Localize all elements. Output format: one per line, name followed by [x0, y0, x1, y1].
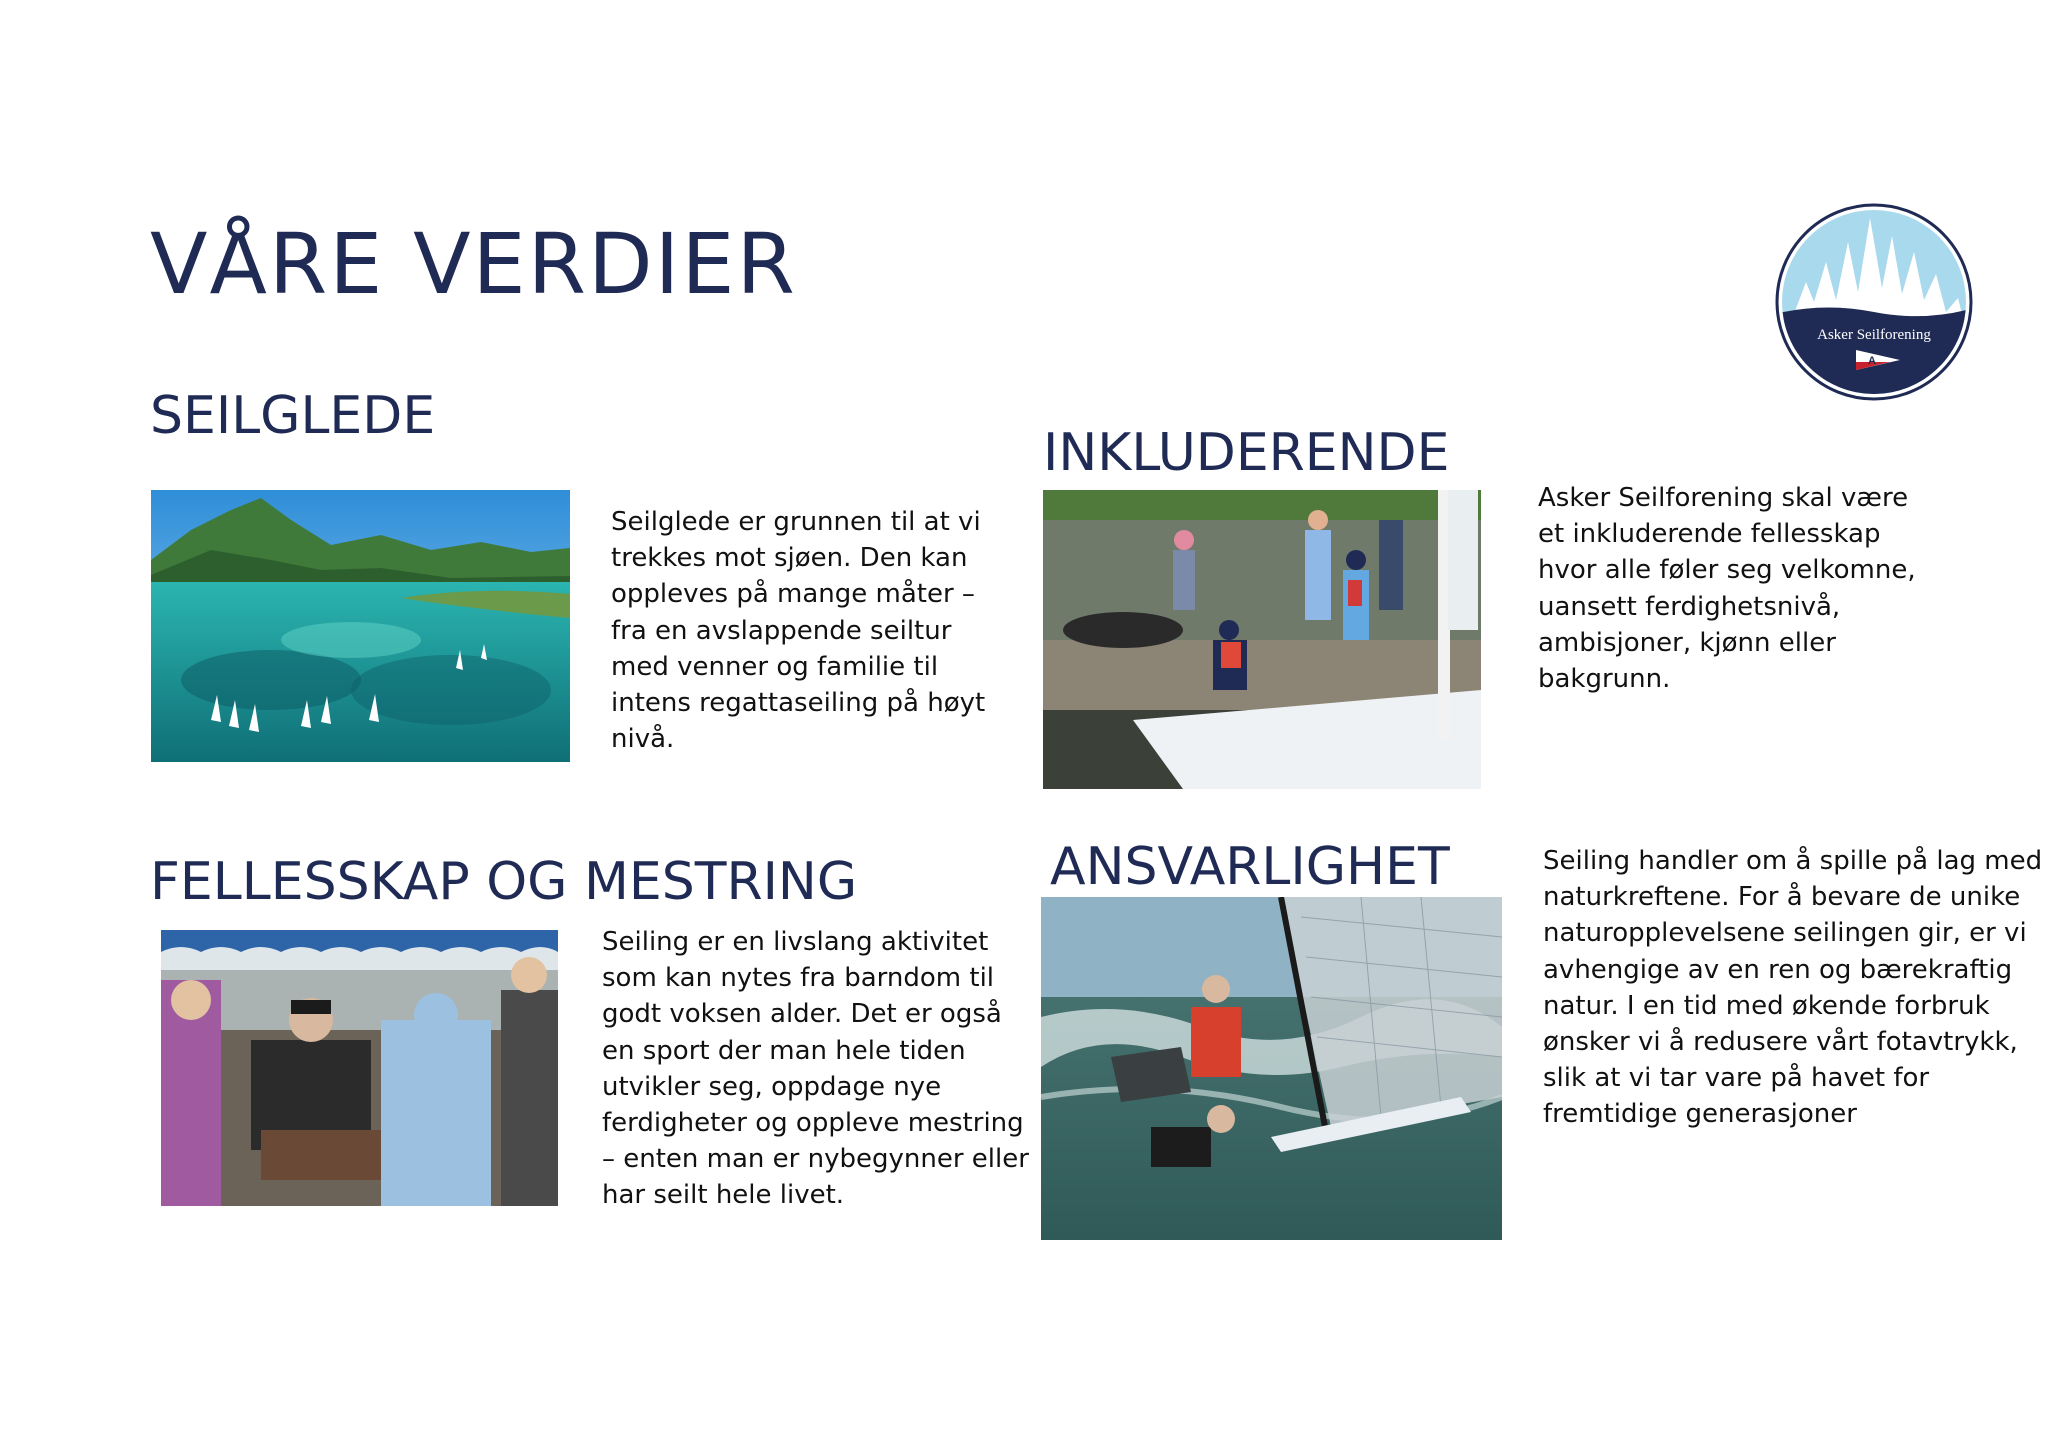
section-heading-inkluderende: INKLUDERENDE — [1043, 423, 1450, 483]
page-title: VÅRE VERDIER — [150, 215, 797, 313]
text-line: oppleves på mange måter – — [611, 579, 975, 610]
text-line: naturkreftene. For å bevare de unike — [1543, 882, 2021, 913]
photo-fjord-sailboats — [151, 490, 570, 762]
text-line: en sport der man hele tiden — [602, 1035, 966, 1066]
section-text-inkluderende — [1538, 480, 1916, 697]
text-line: fremtidige generasjoner — [1543, 1099, 1857, 1130]
logo-text: Asker Seilforening — [1817, 327, 1931, 343]
text-line: utvikler seg, oppdage nye — [602, 1071, 942, 1102]
text-line: ferdigheter og oppleve mestring — [602, 1108, 1024, 1139]
text-line: nivå. — [611, 724, 675, 755]
text-line: natur. I en tid med økende forbruk — [1543, 990, 1990, 1021]
text-line: ønsker vi å redusere vårt fotavtrykk, — [1543, 1027, 2018, 1058]
text-line: intens regattaseiling på høyt — [611, 688, 986, 719]
text-line: Asker Seilforening skal være — [1538, 483, 1909, 513]
photo-dock-children — [1043, 490, 1481, 789]
club-logo — [1774, 202, 1974, 402]
text-line: som kan nytes fra barndom til — [602, 963, 995, 994]
text-line: fra en avslappende seiltur — [611, 615, 952, 646]
text-line: et inkluderende fellesskap — [1538, 519, 1881, 550]
section-text-fellesskap — [602, 924, 1029, 1214]
text-line: slik at vi tar vare på havet for — [1543, 1063, 1930, 1094]
section-heading-seilglede: SEILGLEDE — [150, 386, 436, 446]
text-line: trekkes mot sjøen. Den kan — [611, 543, 968, 574]
text-line: Seiling er en livslang aktivitet — [602, 927, 989, 957]
text-line: Seilglede er grunnen til at vi — [611, 507, 981, 537]
text-line: uansett ferdighetsnivå, — [1538, 591, 1841, 622]
section-heading-ansvarlighet: ANSVARLIGHET — [1050, 837, 1450, 897]
text-line: Seiling handler om å spille på lag med — [1543, 846, 2043, 876]
text-line: har seilt hele livet. — [602, 1180, 845, 1211]
text-line: med venner og familie til — [611, 651, 939, 682]
pennant-letter: A — [1868, 355, 1876, 367]
text-line: naturopplevelsene seilingen gir, er vi — [1543, 918, 2027, 949]
text-line: hvor alle føler seg velkomne, — [1538, 555, 1916, 586]
text-line: avhengige av en ren og bærekraftig — [1543, 954, 2013, 985]
text-line: ambisjoner, kjønn eller — [1538, 627, 1836, 658]
text-line: godt voksen alder. Det er også — [602, 999, 1002, 1030]
logo-emblem — [1774, 202, 1974, 402]
text-line: – enten man er nybegynner eller — [602, 1144, 1029, 1175]
section-text-seilglede — [611, 504, 985, 757]
section-text-ansvarlighet — [1543, 843, 2042, 1133]
section-heading-fellesskap: FELLESSKAP OG MESTRING — [150, 852, 858, 912]
photo-knot-tying — [161, 930, 558, 1206]
text-line: bakgrunn. — [1538, 664, 1671, 695]
photo-capsized-dinghy — [1041, 897, 1502, 1240]
